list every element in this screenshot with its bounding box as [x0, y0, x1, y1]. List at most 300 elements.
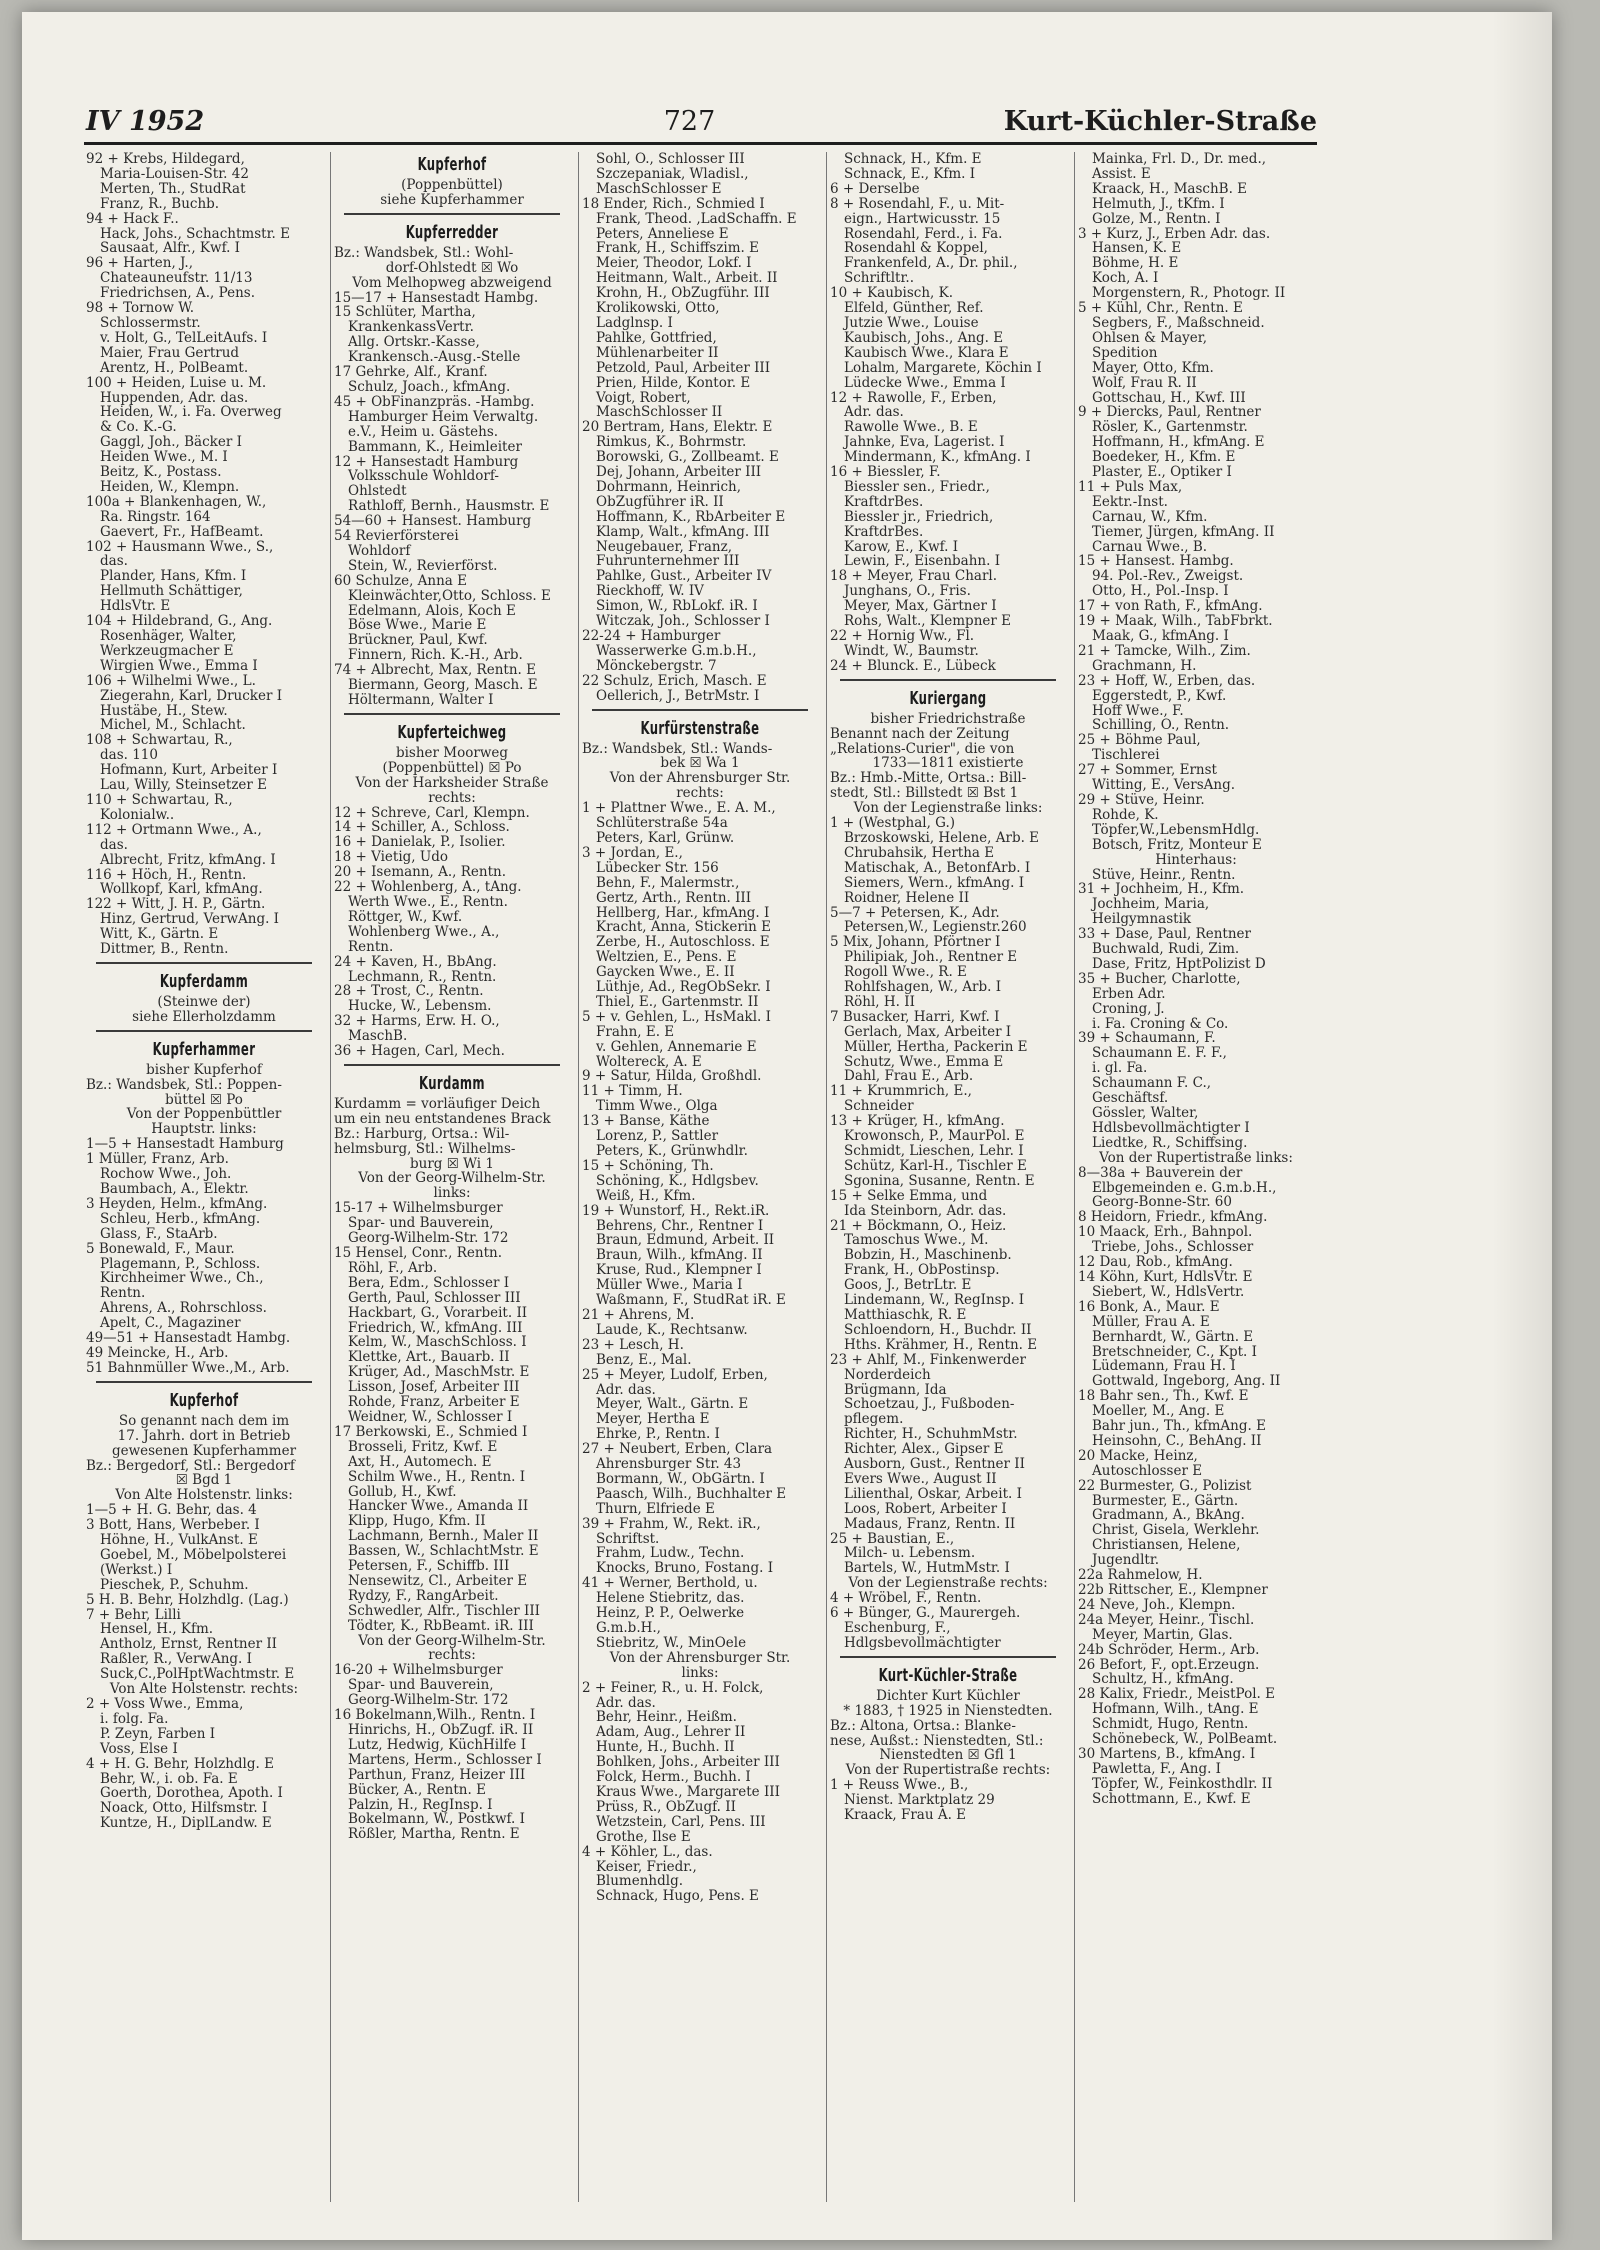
resident-line: Bernhardt, W., Gärtn. E	[1092, 1329, 1254, 1345]
entry-line: 106 + Wilhelmi Wwe., L.	[86, 673, 256, 689]
street-heading: Kurfürstenstraße	[640, 717, 760, 739]
entry-line: 7 + Behr, Lilli	[86, 1607, 181, 1623]
resident-line: Hinz, Gertrud, VerwAng. I	[100, 912, 280, 928]
entry-line: 24b Schröder, Herm., Arb.	[1078, 1642, 1260, 1658]
resident-line: Grothe, Ilse E	[596, 1829, 691, 1845]
resident-line: Ausborn, Gust., Rentner II	[844, 1457, 1025, 1472]
resident-line: Wirgien Wwe., Emma I	[100, 658, 258, 674]
resident-line: Schwedler, Alfr., Tischler III	[348, 1603, 541, 1619]
resident-line: Schilling, O., Rentn.	[1092, 718, 1230, 734]
resident-line: Suck,C.,PolHptWachtmstr. E	[100, 1667, 295, 1683]
street-note: Nienstedten ☒ Gfl 1	[879, 1748, 1017, 1764]
resident-line: Dittmer, B., Rentn.	[100, 942, 229, 957]
resident-line: e.V., Heim u. Gästehs.	[348, 424, 499, 440]
street-note: Von der Georg-Wilhelm-Str.	[358, 1171, 546, 1187]
resident-line: Frank, H., ObPostinsp.	[844, 1263, 1000, 1279]
entry-line: 1 Müller, Franz, Arb.	[86, 1152, 229, 1168]
street-note: rechts:	[428, 1648, 476, 1664]
street-note: Von der Rupertistraße links:	[1099, 1150, 1293, 1166]
resident-line: Assist. E	[1092, 166, 1151, 182]
column-divider	[330, 152, 331, 2202]
street-note: (Poppenbüttel)	[401, 178, 503, 193]
resident-line: Lechmann, R., Rentn.	[348, 969, 497, 985]
resident-line: Wetzstein, Carl, Pens. III	[596, 1814, 766, 1830]
resident-line: Gerth, Paul, Schlosser III	[348, 1290, 521, 1306]
resident-line: Frank, H., Schiffszim. E	[596, 241, 759, 257]
entry-line: 15 + Hansest. Hambg.	[1078, 554, 1234, 570]
resident-line: Schlüterstraße 54a	[596, 816, 728, 831]
resident-line: Ziegerahn, Karl, Drucker I	[100, 688, 283, 704]
entry-line: 3 Bott, Hans, Werbeber. I	[86, 1518, 260, 1534]
street-note: Von der Rupertistraße rechts:	[845, 1763, 1051, 1779]
entry-line: 11 + Timm, H.	[582, 1084, 683, 1100]
entry-line: 29 + Stüve, Heinr.	[1078, 792, 1205, 808]
entry-line: 23 + Lesch, H.	[582, 1337, 684, 1353]
resident-line: Blumenhdlg.	[596, 1874, 684, 1890]
resident-line: eign., Hartwicusstr. 15	[844, 211, 1001, 227]
street-note: Hinterhaus:	[1155, 852, 1237, 868]
entry-line: Bz.: Wandsbek, Stl.: Wands-	[582, 741, 773, 757]
resident-line: Spedition	[1092, 345, 1158, 361]
resident-line: Müller, Hertha, Packerin E	[844, 1039, 1028, 1055]
resident-line: Wollkopf, Karl, kfmAng.	[100, 882, 263, 898]
resident-line: Ida Steinborn, Adr. das.	[844, 1203, 1007, 1219]
resident-line: Lindemann, W., RegInsp. I	[844, 1293, 1025, 1308]
resident-line: Carnau Wwe., B.	[1092, 539, 1208, 555]
resident-line: Prien, Hilde, Kontor. E	[596, 375, 751, 391]
entry-line: 6 + Derselbe	[830, 181, 920, 197]
resident-line: Wohldorf	[348, 543, 411, 559]
resident-line: Höltermann, Walter I	[348, 693, 494, 708]
entry-line: 112 + Ortmann Wwe., A.,	[86, 822, 262, 838]
resident-line: Kaubisch, Johs., Ang. E	[844, 330, 1004, 346]
resident-line: KraftdrBes.	[844, 524, 924, 540]
resident-line: Rößler, Martha, Rentn. E	[348, 1827, 520, 1843]
resident-line: Roidner, Helene II	[844, 890, 970, 906]
resident-line: Huppenden, Adr. das.	[100, 390, 249, 406]
resident-line: Müller, Frau A. E	[1092, 1314, 1210, 1330]
resident-line: Wohlenberg Wwe., A.,	[348, 924, 500, 940]
entry-line: 9 + Satur, Hilda, Großhdl.	[582, 1069, 762, 1085]
entry-line: 35 + Bucher, Charlotte,	[1078, 971, 1241, 987]
entry-line: 10 + Kaubisch, K.	[830, 286, 954, 302]
resident-line: i. Fa. Croning & Co.	[1092, 1016, 1229, 1032]
section-divider	[334, 208, 570, 220]
entry-line: 23 + Ahlf, M., Finkenwerder	[830, 1352, 1026, 1368]
resident-line: Milch- u. Lebensm.	[844, 1546, 976, 1562]
resident-line: Frahn, E. E	[596, 1024, 675, 1040]
entry-line: 110 + Schwartau, R.,	[86, 792, 233, 808]
resident-line: Hofmann, Wilh., tAng. E	[1092, 1702, 1259, 1718]
resident-line: Rohde, Franz, Arbeiter E	[348, 1395, 520, 1410]
street-note: burg ☒ Wi 1	[410, 1156, 494, 1172]
entry-line: Bz.: Hmb.-Mitte, Ortsa.: Bill-	[830, 771, 1027, 787]
resident-line: Hucke, W., Lebensm.	[348, 999, 492, 1015]
resident-line: Krohn, H., ObZugführ. III	[596, 286, 770, 302]
resident-line: Mühlenarbeiter II	[596, 345, 719, 361]
resident-line: Rathloff, Bernh., Hausmstr. E	[348, 499, 550, 515]
resident-line: Heitmann, Walt., Arbeit. II	[596, 271, 778, 287]
resident-line: Baumbach, A., Elektr.	[100, 1182, 249, 1197]
resident-line: Gottschau, H., Kwf. III	[1092, 390, 1246, 406]
entry-line: 13 + Banse, Käthe	[582, 1114, 710, 1130]
resident-line: Eektr.-Inst.	[1092, 494, 1168, 510]
resident-line: das.	[100, 837, 128, 853]
resident-line: Voss, Else I	[100, 1741, 178, 1757]
resident-line: Witting, E., VersAng.	[1092, 778, 1236, 793]
resident-line: Plaster, E., Optiker I	[1092, 465, 1232, 480]
resident-line: Evers Wwe., August II	[844, 1471, 997, 1487]
resident-line: Albrecht, Fritz, kfmAng. I	[100, 852, 276, 868]
resident-line: Werth Wwe., E., Rentn.	[348, 894, 508, 910]
resident-line: Lüthje, Ad., RegObSekr. I	[596, 980, 771, 995]
resident-line: Bücker, A., Rentn. E	[348, 1782, 486, 1798]
entry-line: 15 Hensel, Conr., Rentn.	[334, 1246, 502, 1261]
resident-line: Schneider	[844, 1099, 914, 1115]
resident-line: Frahm, Ludw., Techn.	[596, 1546, 745, 1562]
resident-line: Ahrens, A., Rohrschloss.	[100, 1301, 267, 1317]
directory-page	[22, 12, 1552, 2240]
entry-line: 24 + Kaven, H., BbAng.	[334, 954, 497, 970]
resident-line: Schultz, H., kfmAng.	[1092, 1672, 1234, 1688]
entry-line: 30 Martens, B., kfmAng. I	[1078, 1746, 1256, 1762]
resident-line: Jutzie Wwe., Louise	[844, 315, 979, 331]
entry-line: 23 + Hoff, W., Erben, das.	[1078, 673, 1256, 689]
resident-line: Maier, Frau Gertrud	[100, 345, 240, 361]
resident-line: Matischak, A., BetonfArb. I	[844, 860, 1031, 876]
street-note: rechts:	[428, 790, 476, 806]
resident-line: Croning, J.	[1092, 1001, 1165, 1017]
street-note: siehe Kupferhammer	[380, 192, 524, 208]
resident-line: Kuntze, H., DiplLandw. E	[100, 1816, 272, 1832]
entry-line: 98 + Tornow W.	[86, 301, 195, 316]
resident-line: Schriftst.	[596, 1531, 660, 1547]
entry-line: 27 + Neubert, Erben, Clara	[582, 1442, 773, 1458]
resident-line: Schutz, Wwe., Emma E	[844, 1054, 1004, 1070]
street-note: 17. Jahrh. dort in Betrieb	[117, 1428, 291, 1444]
resident-line: Meyer, Walt., Gärtn. E	[596, 1397, 749, 1413]
resident-line: Kraack, Frau A. E	[844, 1808, 967, 1823]
resident-line: MaschSchlosser E	[596, 181, 722, 197]
entry-line: 39 + Frahm, W., Rekt. iR.,	[582, 1516, 761, 1532]
entry-line: 15-17 + Wilhelmsburger	[334, 1201, 503, 1217]
street-note: 1733—1811 existierte	[872, 756, 1024, 772]
resident-line: Beitz, K., Postass.	[100, 465, 222, 480]
resident-line: Pahlke, Gottfried,	[596, 330, 717, 346]
street-note: Von der Ahrensburger Str.	[609, 771, 791, 787]
entry-line: 33 + Dase, Paul, Rentner	[1078, 927, 1251, 943]
entry-line: 100 + Heiden, Luise u. M.	[86, 375, 267, 391]
resident-line: Tiemer, Jürgen, kfmAng. II	[1092, 524, 1275, 540]
resident-line: Weidner, W., Schlosser I	[348, 1409, 513, 1425]
resident-line: Lisson, Josef, Arbeiter III	[348, 1380, 520, 1396]
entry-line: 1 + Reuss Wwe., B.,	[830, 1778, 969, 1794]
section-divider	[582, 704, 818, 716]
resident-line: Gaycken Wwe., E. II	[596, 965, 735, 981]
entry-line: 15 + Schöning, Th.	[582, 1158, 714, 1174]
section-divider	[830, 674, 1066, 686]
resident-line: Klamp, Walt., kfmAng. III	[596, 524, 770, 540]
entry-line: 17 Berkowski, E., Schmied I	[334, 1424, 528, 1440]
entry-line: 54—60 + Hansest. Hamburg	[334, 514, 532, 530]
resident-line: Peters, Karl, Grünw.	[596, 830, 735, 846]
resident-line: v. Holt, G., TelLeitAufs. I	[100, 330, 268, 346]
resident-line: i. folg. Fa.	[100, 1711, 169, 1727]
section-divider	[334, 1059, 570, 1071]
text-column-5	[1078, 152, 1314, 2202]
street-heading: Kupferhof	[169, 1389, 239, 1411]
entry-line: 11 + Puls Max,	[1078, 479, 1183, 495]
resident-line: Peters, K., Grünwhdlr.	[596, 1144, 748, 1159]
resident-line: Meier, Theodor, Lokf. I	[596, 256, 752, 272]
resident-line: Madaus, Franz, Rentn. II	[844, 1516, 1016, 1532]
resident-line: Rohlfshagen, W., Arb. I	[844, 980, 1002, 995]
resident-line: Merten, Th., StudRat	[100, 181, 246, 197]
resident-line: Rosendahl, Ferd., i. Fa.	[844, 226, 1003, 242]
entry-line: 8—38a + Bauverein der	[1078, 1165, 1243, 1181]
resident-line: Paasch, Wilh., Buchhalter E	[596, 1486, 787, 1502]
entry-line: 31 + Jochheim, H., Kfm.	[1078, 882, 1245, 898]
resident-line: Matthiaschk, R. E	[844, 1307, 967, 1323]
entry-line: 1—5 + Hansestadt Hamburg	[86, 1137, 284, 1153]
entry-line: 15 Schlüter, Martha,	[334, 305, 476, 321]
entry-line: 49 Meincke, H., Arb.	[86, 1345, 229, 1361]
entry-line: 20 Macke, Heinz,	[1078, 1448, 1198, 1464]
street-note: bisher Friedrichstraße	[870, 711, 1026, 727]
resident-line: Glass, F., StaArb.	[100, 1226, 218, 1242]
resident-line: Ehrke, P., Rentn. I	[596, 1427, 720, 1443]
header-page-number: 727	[663, 106, 716, 137]
header-street-name: Kurt-Küchler-Straße	[1003, 106, 1317, 137]
entry-line: 122 + Witt, J. H. P., Gärtn.	[86, 897, 266, 913]
resident-line: Rohs, Walt., Klempner E	[844, 614, 1011, 629]
resident-line: Martens, Herm., Schlosser I	[348, 1752, 542, 1768]
entry-line: 4 + Wröbel, F., Rentn.	[830, 1591, 982, 1607]
street-note: bisher Moorweg	[395, 745, 509, 761]
resident-line: Antholz, Ernst, Rentner II	[100, 1637, 278, 1653]
resident-line: Fuhrunternehmer III	[596, 554, 740, 570]
resident-line: Heiden Wwe., M. I	[100, 450, 228, 466]
section-divider	[830, 1651, 1066, 1663]
resident-line: Böhme, H. E	[1092, 256, 1179, 272]
resident-line: Szczepaniak, Wladisl.,	[596, 166, 749, 182]
resident-line: Lübecker Str. 156	[596, 860, 719, 876]
resident-line: i. gl. Fa.	[1092, 1061, 1148, 1077]
resident-line: Brzoskowski, Helene, Arb. E	[844, 830, 1040, 846]
entry-line: 15 + Selke Emma, und	[830, 1188, 988, 1204]
section-divider	[334, 708, 570, 720]
resident-line: Eggerstedt, P., Kwf.	[1092, 688, 1227, 704]
resident-line: Ohlstedt	[348, 484, 407, 500]
resident-line: Rosendahl & Koppel,	[844, 241, 988, 257]
entry-line: 24a Meyer, Heinr., Tischl.	[1078, 1612, 1255, 1628]
entry-line: 5 Bonewald, F., Maur.	[86, 1241, 235, 1257]
entry-line: 22 Schulz, Erich, Masch. E	[582, 673, 767, 689]
resident-line: Tamoschus Wwe., M.	[844, 1233, 989, 1249]
resident-line: Goebel, M., Möbelpolsterei	[100, 1547, 287, 1563]
entry-line: 18 + Meyer, Frau Charl.	[830, 569, 998, 585]
entry-line: 3 + Kurz, J., Erben Adr. das.	[1078, 226, 1271, 242]
resident-line: Rentn.	[348, 939, 394, 955]
resident-line: Neugebauer, Franz,	[596, 539, 733, 555]
resident-line: Lüdecke Wwe., Emma I	[844, 375, 1006, 391]
resident-line: Wolf, Frau R. II	[1092, 375, 1197, 391]
resident-line: Röhl, F., Arb.	[348, 1260, 438, 1276]
resident-line: Franz, R., Buchb.	[100, 196, 220, 212]
resident-line: Timm Wwe., Olga	[596, 1099, 718, 1115]
resident-line: Schönebeck, W., PolBeamt.	[1092, 1732, 1278, 1747]
resident-line: Pahlke, Gust., Arbeiter IV	[596, 569, 772, 585]
resident-line: Jugendltr.	[1092, 1553, 1160, 1569]
resident-line: Schloendorn, H., Buchdr. II	[844, 1322, 1032, 1338]
entry-line: 2 + Voss Wwe., Emma,	[86, 1697, 244, 1712]
resident-line: Dej, Johann, Arbeiter III	[596, 465, 762, 480]
resident-line: Tischlerei	[1092, 748, 1160, 764]
resident-line: Rieckhoff, W. IV	[596, 584, 704, 600]
street-note: * 1883, † 1925 in Nienstedten.	[843, 1703, 1053, 1719]
resident-line: Heinz, P. P., Oelwerke	[596, 1606, 745, 1621]
column-divider	[578, 152, 579, 2202]
resident-line: Spar- und Bauverein,	[348, 1678, 494, 1694]
entry-line: 8 Heidorn, Friedr., kfmAng.	[1078, 1210, 1268, 1226]
entry-line: Bz.: Wandsbek, Stl.: Wohl-	[334, 245, 514, 261]
resident-line: Braun, Edmund, Arbeit. II	[596, 1233, 775, 1249]
section-divider	[86, 1025, 322, 1037]
resident-line: Chrubahsik, Hertha E	[844, 845, 995, 861]
street-note: (Steinwe der)	[157, 994, 251, 1010]
resident-line: Michel, M., Schlacht.	[100, 718, 246, 734]
resident-line: Mindermann, K., kfmAng. I	[844, 450, 1031, 466]
resident-line: Petersen,W., Legienstr.260	[844, 920, 1027, 936]
resident-line: Kaubisch Wwe., Klara E	[844, 345, 1009, 361]
entry-line: 1 + Plattner Wwe., E. A. M.,	[582, 801, 776, 817]
entry-line: 100a + Blankenhagen, W.,	[86, 494, 267, 510]
resident-line: Mainka, Frl. D., Dr. med.,	[1092, 152, 1267, 167]
resident-line: Röttger, W., Kwf.	[348, 909, 463, 925]
resident-line: Bammann, K., Heimleiter	[348, 439, 522, 455]
street-note: rechts:	[676, 786, 724, 802]
resident-line: Botsch, Fritz, Monteur E	[1092, 837, 1262, 853]
entry-line: 5 H. B. Behr, Holzhdlg. (Lag.)	[86, 1592, 289, 1608]
resident-line: Noack, Otto, Hilfsmstr. I	[100, 1801, 268, 1817]
entry-line: stedt, Stl.: Billstedt ☒ Bst 1	[830, 786, 1019, 802]
entry-line: 4 + H. G. Behr, Holzhdlg. E	[86, 1756, 274, 1772]
resident-line: KrankenkassVertr.	[348, 320, 474, 336]
entry-line: Bz.: Altona, Ortsa.: Blanke-	[830, 1718, 1016, 1734]
entry-line: 16 + Biessler, F.	[830, 465, 941, 480]
resident-line: Weiß, H., Kfm.	[596, 1188, 696, 1204]
resident-line: Tödter, K., RbBeamt. iR. III	[348, 1618, 534, 1634]
resident-line: Werkzeugmacher E	[100, 643, 234, 659]
resident-line: Rohde, K.	[1092, 807, 1159, 823]
resident-line: Lau, Willy, Steinsetzer E	[100, 778, 268, 793]
resident-line: Gerlach, Max, Arbeiter I	[844, 1024, 1012, 1040]
street-note: gewesenen Kupferhammer	[111, 1443, 297, 1459]
resident-line: Braun, Wilh., kfmAng. II	[596, 1248, 763, 1264]
resident-line: Maria-Louisen-Str. 42	[100, 166, 249, 182]
resident-line: Behrens, Chr., Rentner I	[596, 1218, 764, 1234]
resident-line: Bobzin, H., Maschinenb.	[844, 1248, 1012, 1264]
entry-line: 8 + Rosendahl, F., u. Mit-	[830, 196, 1005, 212]
resident-line: Krolikowski, Otto,	[596, 301, 720, 316]
resident-line: Hellberg, Har., kfmAng. I	[596, 905, 770, 921]
entry-line: 5 Mix, Johann, Pförtner I	[830, 935, 1001, 951]
entry-line: 26 Befort, F., opt.Erzeugn.	[1078, 1657, 1260, 1673]
resident-line: Krankensch.-Ausg.-Stelle	[348, 350, 521, 366]
resident-line: Borowski, G., Zollbeamt. E	[596, 450, 779, 466]
text-column-4	[830, 152, 1066, 2202]
resident-line: Heiden, W., Klempn.	[100, 479, 240, 495]
column-divider	[1074, 152, 1075, 2202]
entry-line: 14 Köhn, Kurt, HdlsVtr. E	[1078, 1269, 1253, 1285]
resident-line: Müller Wwe., Maria I	[596, 1278, 743, 1294]
entry-line: 28 Kalix, Friedr., MeistPol. E	[1078, 1687, 1275, 1703]
resident-line: Koch, A. I	[1092, 271, 1159, 287]
entry-line: 22 + Hornig Ww., Fl.	[830, 629, 975, 644]
resident-line: Rösler, K., Gartenmstr.	[1092, 420, 1248, 436]
resident-line: Philipiak, Joh., Rentner E	[844, 950, 1018, 966]
street-note: dorf-Ohlstedt ☒ Wo	[385, 260, 519, 276]
resident-line: Waßmann, F., StudRat iR. E	[596, 1293, 786, 1308]
resident-line: Georg-Bonne-Str. 60	[1092, 1195, 1232, 1211]
street-note: büttel ☒ Po	[165, 1092, 243, 1108]
resident-line: Benz, E., Mal.	[596, 1352, 692, 1368]
entry-line: 22 + Wohlenberg, A., tAng.	[334, 880, 522, 895]
resident-line: Rawolle Wwe., B. E	[844, 420, 978, 436]
resident-line: Kleinwächter,Otto, Schloss. E	[348, 588, 551, 604]
resident-line: Rydzy, F., RangArbeit.	[348, 1588, 499, 1604]
street-note: Vom Melhopweg abzweigend	[352, 275, 552, 291]
resident-line: Schaumann E. F. F.,	[1092, 1046, 1227, 1062]
street-note: bek ☒ Wa 1	[660, 756, 740, 772]
resident-line: Meyer, Max, Gärtner I	[844, 599, 997, 615]
header-rule	[84, 142, 1317, 145]
resident-line: Karow, E., Kwf. I	[844, 539, 959, 555]
entry-line: 7 Busacker, Harri, Kwf. I	[830, 1009, 1000, 1025]
resident-line: Ladglnsp. I	[596, 315, 673, 331]
entry-line: 2 + Feiner, R., u. H. Folck,	[582, 1680, 764, 1696]
resident-line: Kelm, W., MaschSchloss. I	[348, 1335, 527, 1351]
resident-line: Petzold, Paul, Arbeiter III	[596, 360, 771, 376]
entry-line: 13 + Krüger, H., kfmAng.	[830, 1114, 1005, 1130]
resident-line: Lüdemann, Frau H. I	[1092, 1359, 1236, 1375]
resident-line: Sohl, O., Schlosser III	[596, 152, 745, 167]
resident-line: Krowonsch, P., MaurPol. E	[844, 1129, 1025, 1144]
resident-line: Knocks, Bruno, Fostang. I	[596, 1561, 774, 1577]
street-note: Dichter Kurt Küchler	[876, 1688, 1020, 1704]
resident-line: Golze, M., Rentn. I	[1092, 211, 1221, 227]
resident-line: P. Zeyn, Farben I	[100, 1726, 216, 1742]
entry-line: 17 + von Rath, F., kfmAng.	[1078, 599, 1263, 615]
street-heading: Kuriergang	[909, 687, 987, 709]
resident-line: Maak, G., kfmAng. I	[1092, 629, 1229, 644]
resident-line: Gaggl, Joh., Bäcker I	[100, 435, 242, 451]
entry-line: 11 + Krummrich, E.,	[830, 1084, 972, 1100]
resident-line: Hofmann, Kurt, Arbeiter I	[100, 763, 278, 779]
resident-line: Loos, Robert, Arbeiter I	[844, 1501, 1007, 1517]
resident-line: Palzin, H., RegInsp. I	[348, 1797, 493, 1813]
resident-line: Bassen, W., SchlachtMstr. E	[348, 1544, 539, 1560]
entry-line: 16-20 + Wilhelmsburger	[334, 1663, 503, 1679]
entry-line: 60 Schulze, Anna E	[334, 573, 468, 589]
resident-line: Böse Wwe., Marie E	[348, 618, 487, 634]
resident-line: Bartels, W., HutmMstr. I	[844, 1561, 1010, 1577]
resident-line: Rimkus, K., Bohrmstr.	[596, 435, 747, 451]
resident-line: Stein, W., Revierförst.	[348, 558, 498, 574]
resident-line: Biermann, Georg, Masch. E	[348, 678, 538, 693]
entry-line: 18 Bahr sen., Th., Kwf. E	[1078, 1389, 1249, 1405]
entry-line: 25 + Böhme Paul,	[1078, 733, 1201, 749]
